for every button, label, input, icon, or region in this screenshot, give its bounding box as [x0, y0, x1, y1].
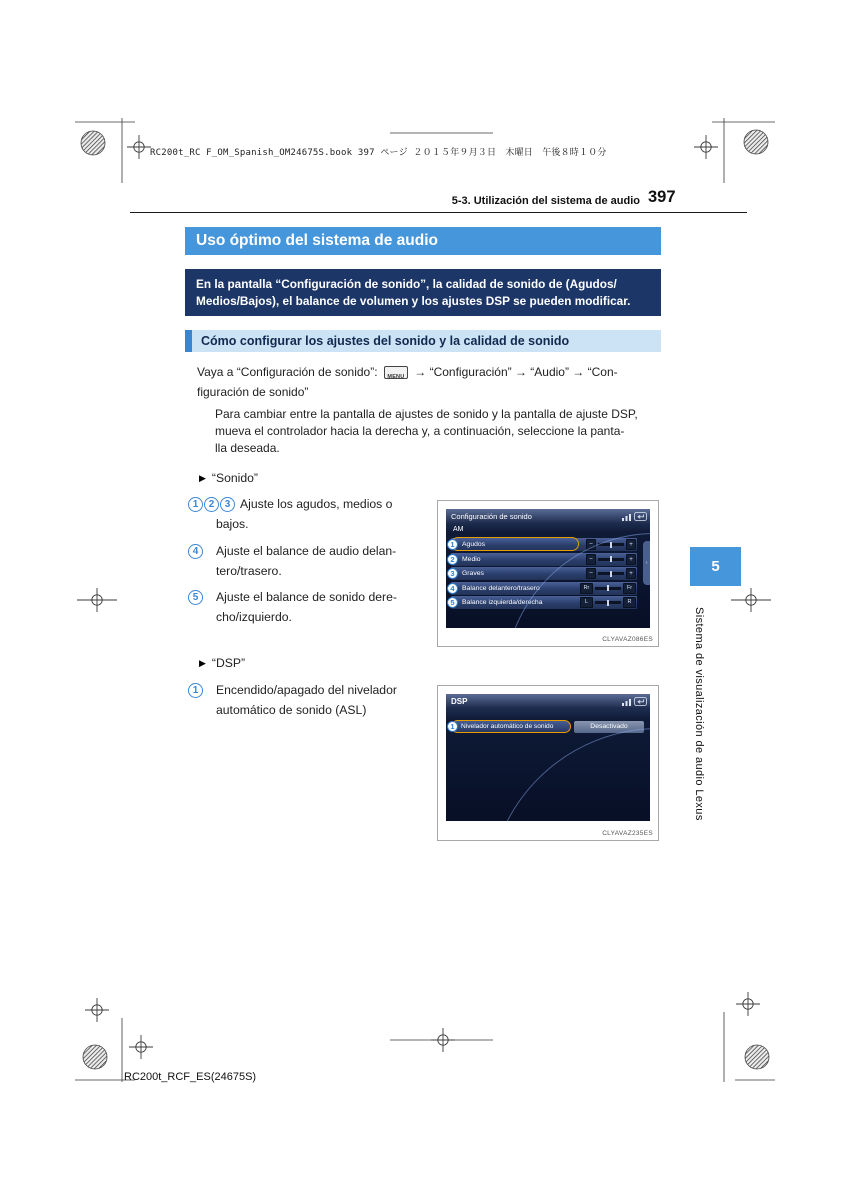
balance-track [595, 601, 621, 604]
circled-number: 4 [188, 544, 203, 559]
intro-line: Medios/Bajos), el balance de volumen y los ajustes DSP se pueden modificar. [196, 293, 631, 308]
figure-code: CLYAVAZ235ES [602, 830, 653, 837]
list-item-text: Ajuste el balance de audio delan- [216, 544, 397, 558]
intro-box [185, 269, 661, 316]
circled-number: 1 [188, 497, 203, 512]
navigation-step [197, 365, 618, 379]
print-job-header: RC200t_RC F_OM_Spanish_OM24675S.book 397 ページ ２０１５年９月３日 木曜日 午後８時１０分 [150, 148, 607, 158]
figure-callout: 3 [447, 568, 458, 579]
circled-number: 2 [204, 497, 219, 512]
nav-step-suffix: → “Configuración” → “Audio” → “Con- [414, 365, 618, 379]
paragraph-line: lla deseada. [215, 441, 280, 455]
row-balance-front-rear [451, 582, 637, 595]
bullet-label: “DSP” [211, 656, 246, 670]
screen-title: Configuración de sonido [451, 512, 532, 521]
page-number: 397 [648, 188, 676, 206]
dsp-screen [446, 694, 650, 821]
level-track [598, 543, 624, 546]
screenshot-dsp [437, 685, 659, 841]
circled-number: 1 [188, 683, 203, 698]
minus-button: − [586, 539, 596, 550]
row-label: Graves [462, 570, 484, 577]
list-item-text: Ajuste los agudos, medios o [240, 497, 393, 511]
bullet-sonido [199, 471, 258, 485]
paragraph-line: mueva el controlador hacia la derecha y, a continuación, seleccione la panta- [215, 424, 625, 438]
document-code-footer: RC200t_RCF_ES(24675S) [124, 1071, 257, 1083]
figure-callout: 4 [447, 583, 458, 594]
return-arrow-icon [634, 512, 647, 521]
figure-callout: 5 [447, 597, 458, 608]
list-item-text: Encendido/apagado del nivelador [216, 683, 397, 697]
sound-settings-screen [446, 509, 650, 628]
level-track [598, 572, 624, 575]
balance-track [595, 587, 621, 590]
screen-titlebar [446, 694, 650, 709]
screenshot-sound-settings [437, 500, 659, 647]
section-heading: Cómo configurar los ajustes del sonido y la calidad de sonido [185, 330, 661, 352]
navigation-step-line2: figuración de sonido” [197, 385, 309, 399]
intro-line: En la pantalla “Configuración de sonido”, la calidad de sonido de (Agudos/ [196, 277, 617, 291]
plus-button: + [626, 554, 636, 565]
asl-toggle-label: Nivelador automático de sonido [451, 720, 571, 733]
circled-number: 5 [188, 590, 203, 605]
triangle-bullet-icon: ▶ [199, 472, 206, 483]
signal-bars-icon [622, 513, 632, 521]
header-rule [130, 212, 747, 213]
chapter-tab: 5 [690, 547, 741, 586]
row-label: Balance izquierda/derecha [462, 599, 543, 606]
row-agudos [451, 538, 637, 551]
row-label: Balance delantero/trasero [462, 584, 540, 592]
decorative-arc [488, 728, 650, 821]
list-item-text: automático de sonido (ASL) [216, 703, 367, 717]
plus-button: + [626, 568, 636, 579]
return-arrow-icon [634, 697, 647, 706]
rear-button: Rr [580, 583, 593, 594]
menu-button-icon [384, 366, 408, 379]
screen-titlebar [446, 509, 650, 524]
right-button: R [623, 597, 636, 608]
list-item-text: tero/trasero. [216, 564, 282, 578]
asl-status-button: Desactivado [574, 721, 644, 733]
menu-icon-label: MENU [387, 374, 405, 380]
left-button: L [580, 597, 593, 608]
row-medio [451, 553, 637, 566]
minus-button: − [586, 568, 596, 579]
row-balance-left-right [451, 596, 637, 609]
figure-callout: 2 [447, 554, 458, 565]
chevron-right-icon: › [645, 560, 648, 566]
list-item-text: Ajuste el balance de sonido dere- [216, 590, 397, 604]
bullet-dsp [199, 656, 245, 670]
section-breadcrumb: 5-3. Utilización del sistema de audio [451, 195, 640, 207]
list-item-text: bajos. [216, 517, 249, 531]
signal-bars-icon [622, 698, 632, 706]
row-graves [451, 567, 637, 580]
side-tab-handle [643, 541, 650, 585]
paragraph-line: Para cambiar entre la pantalla de ajustes de sonido y la pantalla de ajuste DSP, [215, 407, 638, 421]
figure-callout: 1 [447, 721, 458, 732]
band-indicator: AM [453, 526, 464, 533]
figure-callout: 1 [447, 539, 458, 550]
settings-rows [451, 538, 637, 611]
nav-step-prefix: Vaya a “Configuración de sonido”: [197, 365, 378, 379]
triangle-bullet-icon: ▶ [199, 657, 206, 668]
row-label: Agudos [462, 541, 486, 548]
list-item-text: cho/izquierdo. [216, 610, 292, 624]
asl-setting-row [451, 720, 644, 733]
front-button: Fr [623, 583, 636, 594]
screen-title: DSP [451, 697, 468, 706]
chapter-side-label: Sistema de visualización de audio Lexus [693, 607, 705, 821]
plus-button: + [626, 539, 636, 550]
status-icons [622, 697, 647, 706]
row-label: Medio [462, 555, 481, 563]
callout-numbers-123 [188, 497, 235, 512]
figure-code: CLYAVAZ086ES [602, 636, 653, 643]
circled-number: 3 [220, 497, 235, 512]
page-title: Uso óptimo del sistema de audio [185, 227, 661, 255]
bullet-label: “Sonido” [211, 471, 258, 485]
status-icons [622, 512, 647, 521]
minus-button: − [586, 554, 596, 565]
level-track [598, 558, 624, 561]
